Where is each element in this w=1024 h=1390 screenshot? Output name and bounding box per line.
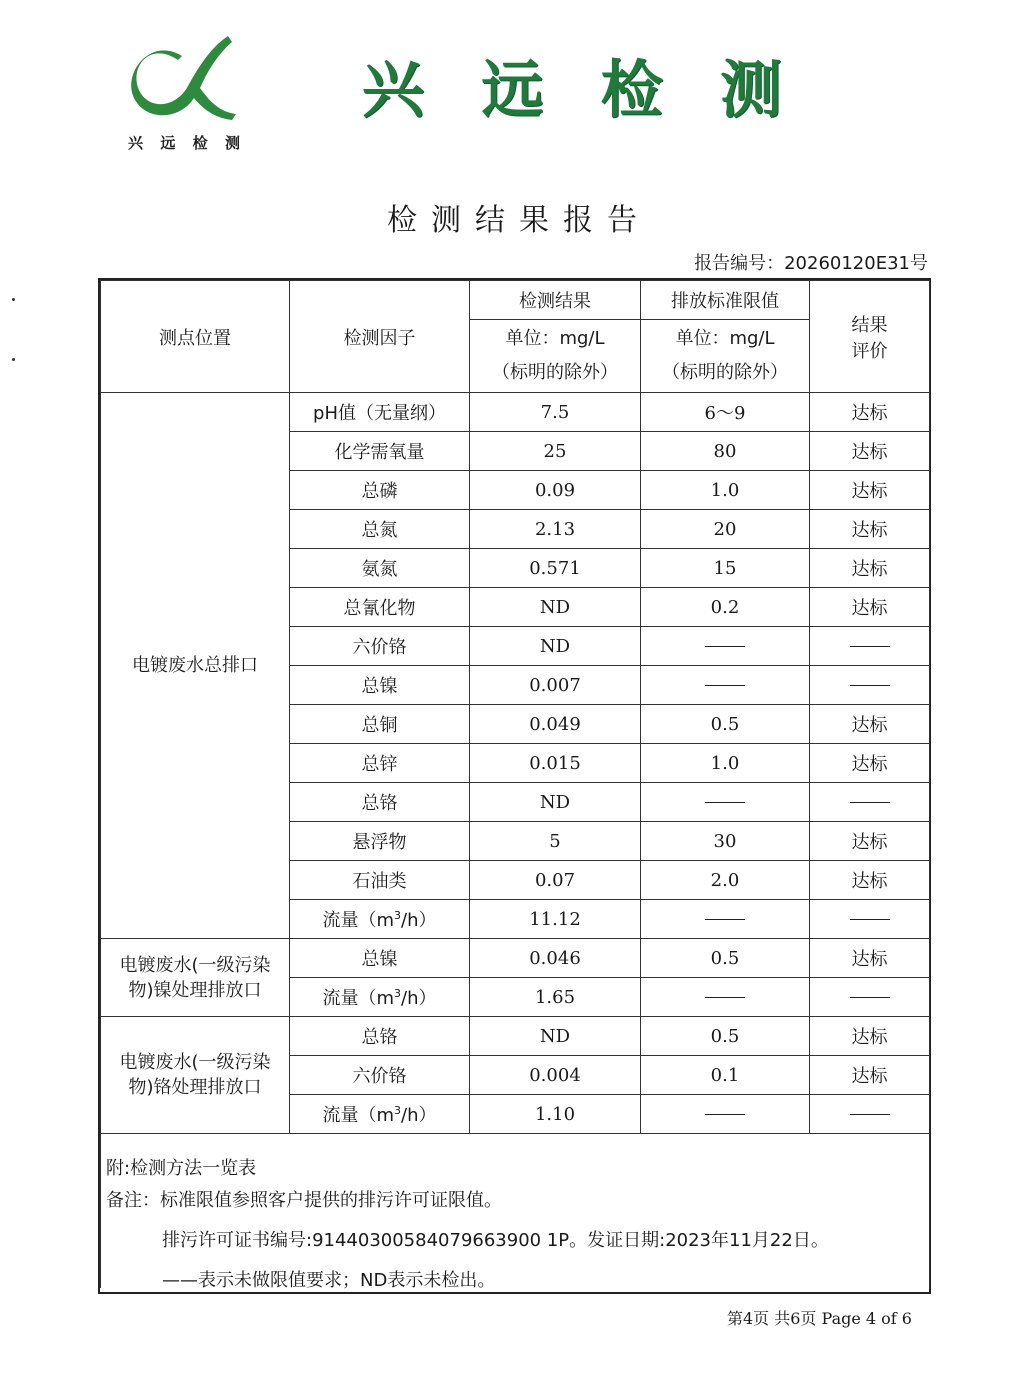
dash-mark (705, 1114, 745, 1115)
result-cell: 0.049 (470, 705, 641, 744)
factor-text: 流量（m (322, 1105, 395, 1126)
factor-cell: 总镍 (290, 939, 470, 978)
page-title: 检测结果报告 (387, 203, 651, 238)
factor-superscript: 3 (394, 987, 402, 1000)
header-unit-note: （标明的除外） (492, 362, 618, 383)
dash-mark (850, 802, 890, 803)
scan-speck (12, 298, 15, 301)
eval-cell (810, 627, 930, 666)
result-cell: 0.09 (470, 471, 641, 510)
logo-mark-icon (128, 30, 240, 130)
eval-cell: 达标 (810, 588, 930, 627)
logo-caption-char: 检 (192, 134, 208, 152)
header-row (101, 281, 930, 320)
limit-cell: 2.0 (641, 861, 810, 900)
result-cell: 0.046 (470, 939, 641, 978)
factor-cell: 总锌 (290, 744, 470, 783)
factor-cell: 化学需氧量 (290, 432, 470, 471)
factor-cell: 总氮 (290, 510, 470, 549)
factor-cell: 六价铬 (290, 1056, 470, 1095)
eval-cell: 达标 (810, 861, 930, 900)
limit-cell (641, 627, 810, 666)
limit-cell (641, 783, 810, 822)
header-unit-text: 单位：mg/L (505, 328, 605, 349)
attachment-note: 附:检测方法一览表 (106, 1158, 257, 1179)
limit-cell (641, 978, 810, 1017)
result-cell: ND (470, 783, 641, 822)
limit-cell: 0.5 (641, 705, 810, 744)
limit-cell: 6～9 (641, 393, 810, 432)
eval-cell: 达标 (810, 744, 930, 783)
results-table-frame (98, 278, 931, 1294)
legend-note: ——表示未做限值要求；ND表示未检出。 (162, 1270, 496, 1291)
location-cell (101, 1017, 290, 1134)
eval-cell: 达标 (810, 822, 930, 861)
limit-cell: 0.5 (641, 1017, 810, 1056)
factor-cell (290, 900, 470, 939)
eval-cell: 达标 (810, 510, 930, 549)
location-line: 电镀废水(一级污染 (119, 1052, 271, 1073)
permit-note: 排污许可证书编号:91440300584079663900 1P。发证日期:2023年11月22日。 (162, 1230, 829, 1251)
header-limit-unit (641, 320, 810, 393)
eval-cell: 达标 (810, 1017, 930, 1056)
brand-char: 测 (719, 53, 782, 126)
eval-cell: 达标 (810, 705, 930, 744)
dash-mark (705, 802, 745, 803)
factor-text: 流量（m (322, 988, 395, 1009)
scan-speck (12, 358, 15, 361)
dash-mark (850, 685, 890, 686)
eval-cell: 达标 (810, 393, 930, 432)
report-number: 报告编号：20260120E31号 (694, 253, 928, 274)
limit-cell: 0.5 (641, 939, 810, 978)
location-cell (101, 939, 290, 1017)
factor-text: 流量（m (322, 910, 395, 931)
result-cell: ND (470, 1017, 641, 1056)
table-row (101, 393, 930, 432)
table-row (101, 939, 930, 978)
result-cell: 0.007 (470, 666, 641, 705)
page-footer: 第4页 共6页 Page 4 of 6 (726, 1309, 912, 1328)
eval-cell (810, 666, 930, 705)
factor-cell: 石油类 (290, 861, 470, 900)
factor-cell: 总铜 (290, 705, 470, 744)
factor-cell: 总氰化物 (290, 588, 470, 627)
logo-caption (128, 132, 240, 153)
location-line: 电镀废水(一级污染 (119, 954, 271, 976)
factor-cell: 总铬 (290, 783, 470, 822)
result-cell: 5 (470, 822, 641, 861)
result-cell: 0.07 (470, 861, 641, 900)
limit-cell: 1.0 (641, 744, 810, 783)
result-cell: ND (470, 588, 641, 627)
eval-cell: 达标 (810, 939, 930, 978)
eval-cell (810, 978, 930, 1017)
remark-note: 备注：标准限值参照客户提供的排污许可证限值。 (106, 1190, 502, 1211)
factor-cell: 总铬 (290, 1017, 470, 1056)
logo-caption-char: 远 (160, 134, 176, 152)
factor-superscript: 3 (394, 1104, 402, 1117)
factor-text: /h） (401, 910, 437, 931)
factor-cell: pH值（无量纲） (290, 393, 470, 432)
dash-mark (850, 997, 890, 998)
limit-cell (641, 666, 810, 705)
dash-mark (705, 919, 745, 920)
factor-cell: 悬浮物 (290, 822, 470, 861)
factor-cell: 氨氮 (290, 549, 470, 588)
result-cell: 0.571 (470, 549, 641, 588)
dash-mark (850, 1114, 890, 1115)
location-line: 物)铬处理排放口 (128, 1077, 262, 1098)
header-unit-note: （标明的除外） (662, 362, 788, 383)
limit-cell: 0.1 (641, 1056, 810, 1095)
dash-mark (850, 919, 890, 920)
company-logo (120, 30, 245, 155)
limit-cell: 1.0 (641, 471, 810, 510)
brand-name (362, 50, 782, 130)
factor-text: /h） (401, 1105, 437, 1126)
brand-char: 检 (600, 53, 663, 126)
result-cell: 1.10 (470, 1095, 641, 1134)
limit-cell (641, 1095, 810, 1134)
limit-cell: 15 (641, 549, 810, 588)
limit-cell: 30 (641, 822, 810, 861)
limit-cell: 80 (641, 432, 810, 471)
factor-text: /h） (401, 988, 437, 1009)
limit-cell: 20 (641, 510, 810, 549)
header-result-unit (470, 320, 641, 393)
dash-mark (705, 997, 745, 998)
result-cell: 11.12 (470, 900, 641, 939)
logo-caption-char: 测 (224, 134, 240, 152)
factor-superscript: 3 (394, 909, 402, 922)
dash-mark (850, 646, 890, 647)
factor-cell (290, 1095, 470, 1134)
header-eval-line: 评价 (851, 340, 888, 362)
results-table (100, 280, 930, 1288)
result-cell: 2.13 (470, 510, 641, 549)
result-cell: 7.5 (470, 393, 641, 432)
limit-cell (641, 900, 810, 939)
factor-cell: 总磷 (290, 471, 470, 510)
header-result: 检测结果 (470, 281, 641, 320)
location-line: 物)镍处理排放口 (128, 979, 262, 1001)
result-cell: 0.015 (470, 744, 641, 783)
brand-char: 远 (481, 53, 544, 126)
header-factor: 检测因子 (290, 281, 470, 393)
header-unit-text: 单位：mg/L (675, 328, 775, 349)
logo-caption-char: 兴 (128, 134, 144, 152)
factor-cell: 六价铬 (290, 627, 470, 666)
eval-cell: 达标 (810, 1056, 930, 1095)
result-cell: 25 (470, 432, 641, 471)
brand-char: 兴 (362, 53, 425, 126)
location-cell: 电镀废水总排口 (101, 393, 290, 939)
eval-cell (810, 900, 930, 939)
eval-cell: 达标 (810, 432, 930, 471)
limit-cell: 0.2 (641, 588, 810, 627)
dash-mark (705, 685, 745, 686)
factor-cell: 总镍 (290, 666, 470, 705)
result-cell: 0.004 (470, 1056, 641, 1095)
factor-cell (290, 978, 470, 1017)
header-location: 测点位置 (101, 281, 290, 393)
result-cell: ND (470, 627, 641, 666)
result-cell: 1.65 (470, 978, 641, 1017)
eval-cell (810, 1095, 930, 1134)
dash-mark (705, 646, 745, 647)
header-limit: 排放标准限值 (641, 281, 810, 320)
header-eval-line: 结果 (851, 314, 888, 336)
table-row (101, 1017, 930, 1056)
eval-cell: 达标 (810, 471, 930, 510)
eval-cell (810, 783, 930, 822)
header-eval (810, 281, 930, 393)
eval-cell: 达标 (810, 549, 930, 588)
